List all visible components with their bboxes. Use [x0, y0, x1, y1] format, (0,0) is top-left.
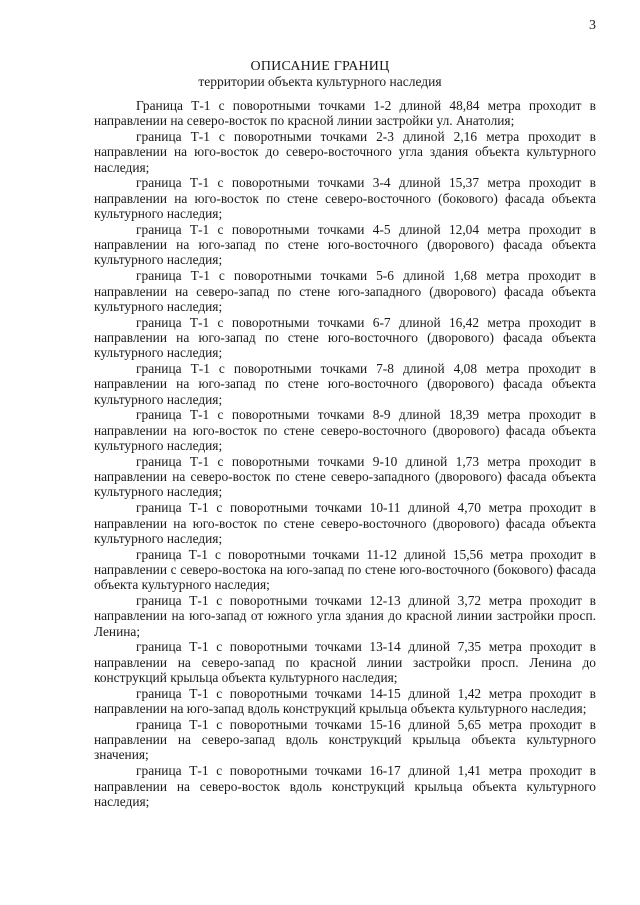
boundary-paragraph: Граница Т-1 с поворотными точками 1-2 длиной 48,84 метра проходит в направлении на северо-восток по красной линии застройки ул. Анатолия; [94, 98, 596, 129]
boundary-paragraph: граница Т-1 с поворотными точками 3-4 длиной 15,37 метра проходит в направлении на юго-восток по стене северо-восточного (бокового) фасада объекта культурного наследия; [94, 175, 596, 222]
boundary-paragraph: граница Т-1 с поворотными точками 15-16 длиной 5,65 метра проходит в направлении на северо-запад вдоль конструкций крыльца объекта культурного значения; [94, 716, 596, 763]
boundary-paragraph: граница Т-1 с поворотными точками 5-6 длиной 1,68 метра проходит в направлении на северо-запад по стене юго-западного (дворового) фасада объекта культурного наследия; [94, 268, 596, 314]
boundary-paragraph: граница Т-1 с поворотными точками 9-10 длиной 1,73 метра проходит в направлении на северо-восток по стене северо-западного (дворового) фасада объекта культурного наследия; [94, 453, 596, 500]
boundary-paragraph: граница Т-1 с поворотными точками 8-9 длиной 18,39 метра проходит в направлении на юго-восток по стене северо-восточного (дворового) фасада объекта культурного наследия; [94, 407, 596, 454]
boundary-paragraph: граница Т-1 с поворотными точками 16-17 длиной 1,41 метра проходит в направлении на северо-восток вдоль конструкций крыльца объекта культурного наследия; [94, 763, 596, 809]
document-subtitle: территории объекта культурного наследия [198, 74, 442, 89]
boundary-paragraph: граница Т-1 с поворотными точками 11-12 длиной 15,56 метра проходит в направлении с северо-востока на юго-запад по стене юго-восточного (бокового) фасада объекта культурного наследия; [94, 546, 596, 593]
boundary-paragraph: граница Т-1 с поворотными точками 4-5 длиной 12,04 метра проходит в направлении на юго-запад по стене юго-восточного (дворового) фасада объекта культурного наследия; [94, 221, 596, 268]
page-number: 3 [589, 18, 596, 33]
boundary-paragraph: граница Т-1 с поворотными точками 10-11 длиной 4,70 метра проходит в направлении на юго-восток по стене северо-восточного (дворового) фасада объекта культурного наследия; [94, 500, 596, 546]
boundary-paragraph: граница Т-1 с поворотными точками 12-13 длиной 3,72 метра проходит в направлении на юго-запад от южного угла здания до красной линии застройки просп. Ленина; [94, 593, 596, 639]
title-block [0, 59, 640, 89]
boundary-paragraph: граница Т-1 с поворотными точками 6-7 длиной 16,42 метра проходит в направлении на юго-запад по стене юго-восточного (дворового) фасада объекта культурного наследия; [94, 314, 596, 361]
boundary-descriptions [94, 98, 596, 810]
document-title: ОПИСАНИЕ ГРАНИЦ [250, 59, 390, 74]
boundary-paragraph: граница Т-1 с поворотными точками 14-15 длиной 1,42 метра проходит в направлении на юго-запад вдоль конструкций крыльца объекта культурного наследия; [94, 685, 596, 717]
boundary-paragraph: граница Т-1 с поворотными точками 2-3 длиной 2,16 метра проходит в направлении на юго-восток до северо-восточного угла здания объекта культурного наследия; [94, 129, 596, 175]
boundary-paragraph: граница Т-1 с поворотными точками 7-8 длиной 4,08 метра проходит в направлении на юго-запад по стене юго-восточного (дворового) фасада объекта культурного наследия; [94, 361, 596, 407]
boundary-paragraph: граница Т-1 с поворотными точками 13-14 длиной 7,35 метра проходит в направлении на северо-запад по красной линии застройки просп. Ленина до конструкций крыльца объекта культурного наследия; [94, 639, 596, 685]
